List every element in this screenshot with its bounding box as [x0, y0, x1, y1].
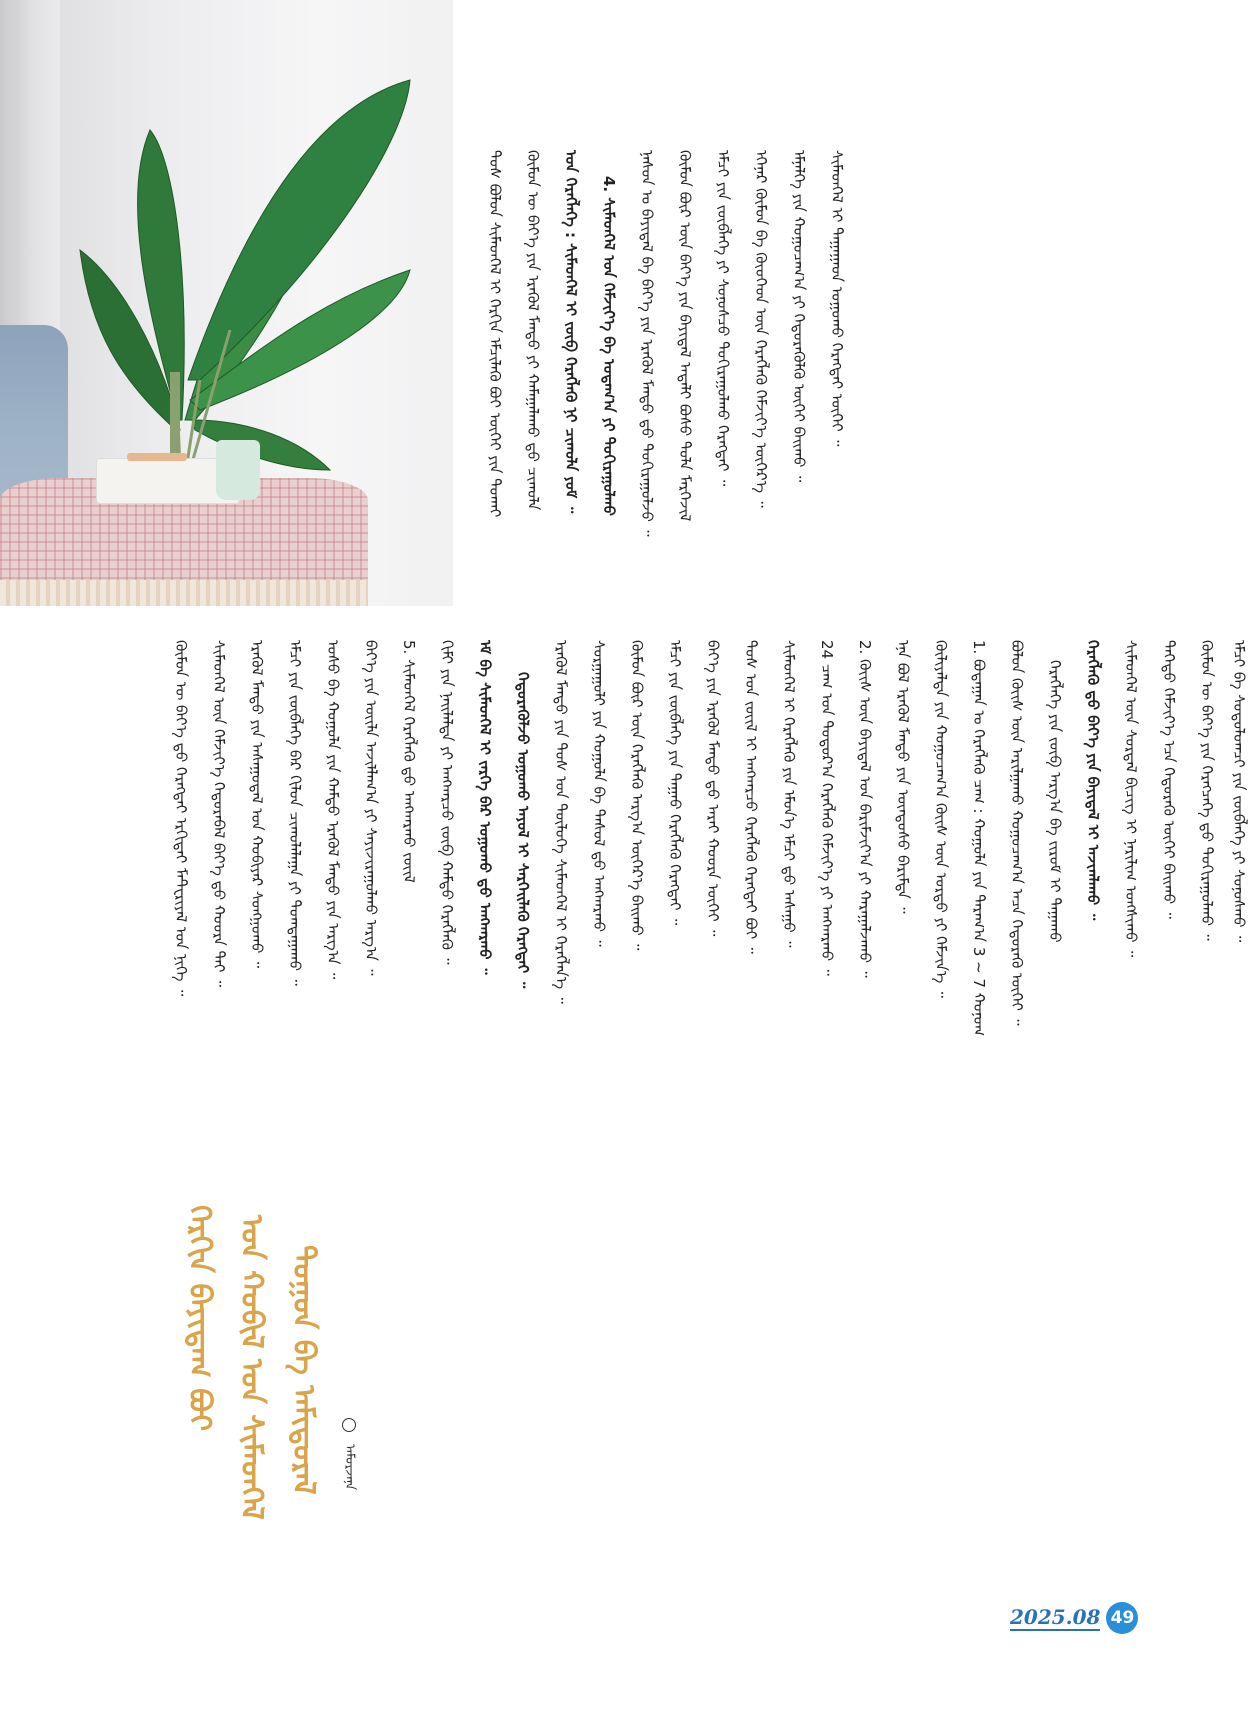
text-column: ᠡᠮᠴᠢ ᠶᠢᠨ ᠵᠥᠪᠯᠡᠭᠡ ᠪᠡᠷ ᠭᠢᠯᠤᠨ ᠴᠢᠬᠤᠯᠠᠯᠠᠭᠠ ᠶᠢ ᠲᠤᠭᠳᠠᠭᠠᠬᠤ ᠃ — [286, 640, 304, 986]
text-column: ᠡᠬᠡᠨᠡᠷ ᠬᠦᠮᠦᠨ ᠪᠠ ᠬᠦᠦᠬᠡᠳ ᠦᠨ ᠬᠡᠷᠡᠭᠯᠡᠬᠦ ᠬᠡᠮᠵᠢᠶ᠎ᠡ ᠥᠭᠡᠷ᠎ᠡ ᠃ — [752, 150, 770, 508]
page-number-badge: 49 — [1106, 1602, 1138, 1634]
text-column: ᠤᠨ ᠬᠡᠷᠡᠭᠯᠡᠭᠡ : ᠰᠢᠮᠡᠳᠭᠡᠯ ᠢ ᠵᠥᠪ ᠬᠡᠷᠡᠭᠯᠡᠬᠦ ᠨᠢ ᠴᠢᠬᠤᠯᠠ ᠶᠤᠮ ᠃ — [562, 150, 580, 514]
text-column: ᠡᠨᠡ ᠪᠣᠯ ᠡᠷᠡᠭᠦᠯ ᠮᠡᠨᠳᠦ ᠶᠢᠨ ᠦᠨᠳᠦᠰᠦ ᠪᠠᠷᠢᠮᠲᠠ ᠃ — [894, 640, 912, 914]
text-column: ᠲᠤᠰ ᠤᠨ ᠵᠦᠢᠯ ᠢ ᠠᠩᠬᠠᠷᠴᠤ ᠬᠡᠷᠡᠭᠯᠡᠬᠦ ᠬᠡᠷᠡᠭᠲᠡᠢ ᠪᠤᠢ ᠃ — [742, 640, 760, 954]
article-title-line-2: ᠤᠨ ᠬᠤᠪᠢᠯ ᠤᠨ ᠰᠢᠮᠡᠳᠭᠡᠯ — [234, 1215, 269, 1520]
text-column: 1. ᠪᠤᠳᠠᠭᠠᠨ ᠤ ᠬᠡᠷᠡᠭᠯᠡᠬᠦ ᠴᠠᠭ : ᠬᠣᠭᠤᠯᠠ ᠶᠢᠨ ᠳᠠᠷᠠᠭ᠎ᠠ 3 ~ 7 ᠬᠣᠨᠤᠭ — [970, 640, 988, 1037]
section-heading-5: ᠬᠡᠲᠦᠷᠡᠭᠦᠯᠵᠤ ᠤᠭᠤᠬᠤ ᠠᠶᠤᠯ ᠢ ᠰᠡᠷᠭᠡᠢᠯᠡᠬᠦ ᠬᠡᠷᠡᠭᠲᠡᠢ ᠃ — [514, 672, 532, 989]
page-footer — [1010, 1602, 1138, 1634]
text-column: ᠪᠡᠶ᠎ᠡ ᠶᠢᠨ ᠡᠷᠡᠭᠦᠯ ᠮᠡᠨᠳᠦ ᠳ᠋ᠤ ᠠᠷᠠᠢ ᠬᠣᠣᠷᠠ ᠦᠭᠡᠢ ᠃ — [704, 640, 722, 937]
text-column: ᠡᠷᠡᠭᠦᠯ ᠮᠡᠨᠳᠦ ᠶᠢᠨ ᠠᠰᠠᠭᠤᠳᠠᠯ ᠤᠨ ᠬᠤᠪᠢᠶᠠᠷ ᠰᠤᠩᠭᠤᠬᠤ ᠃ — [248, 640, 266, 969]
text-column: 2. ᠬᠦᠢᠰ ᠦᠨ ᠪᠠᠶᠢᠳᠠᠯ ᠤᠨ ᠪᠠᠷᠢᠮᠵᠢᠶ᠎ᠠ ᠶᠢ ᠬᠠᠷᠠᠭᠠᠯᠵᠠᠬᠤ ᠃ — [856, 640, 874, 978]
text-column: ᠰᠢᠮᠡᠳᠭᠡᠯ ᠦᠨ ᠬᠡᠮᠵᠢᠶ᠎ᠡ ᠬᠡᠲᠦᠷᠡᠪᠡᠯ ᠪᠡᠶ᠎ᠡ ᠳ᠋ᠤ ᠬᠣᠣᠷᠠ ᠲᠠᠢ ᠃ — [210, 640, 228, 988]
issue-date: 2025.08 — [1010, 1605, 1101, 1629]
byline-circle-icon — [342, 1418, 356, 1432]
article-title-line-3: ᠬᠡᠷᠬᠢᠨ ᠪᠠᠶᠢᠳᠠᠭ ᠪᠤᠢ — [182, 1205, 217, 1432]
text-column: ᠡᠮᠴᠢ ᠶᠢᠨ ᠵᠥᠪᠯᠡᠭᠡ ᠶᠢᠨ ᠳᠠᠭᠠᠤ ᠬᠡᠷᠡᠭᠯᠡᠬᠦ ᠬᠡᠷᠡᠭᠲᠡᠢ ᠃ — [666, 640, 684, 926]
text-column: ᠬᠦᠮᠦᠨ ᠪᠦᠷ ᠦᠨ ᠪᠡᠶ᠎ᠡ ᠶᠢᠨ ᠪᠠᠶᠢᠳᠠᠯ ᠠᠳᠠᠯᠢ ᠪᠤᠰᠤ ᠲᠤᠯᠠ ᠮᠡᠷᠭᠡᠵᠢᠯ — [676, 150, 694, 522]
text-column: ᠬᠦᠯᠢᠶᠡᠯᠲᠡ ᠶᠢᠨ ᠬᠤᠭᠤᠴᠠᠭ᠎ᠠ ᠬᠦᠢᠰ ᠦᠨ ᠤᠷᠳᠤ ᠶᠢ ᠬᠡᠮᠵᠢᠨ᠎ᠡ ᠃ — [932, 640, 950, 998]
text-column: ᠲᠤᠰ ᠪᠤᠯᠤᠨ ᠰᠢᠮᠡᠳᠭᠡᠯ ᠢ ᠬᠡᠷᠬᠢᠨ ᠡᠮᠴᠢᠯᠡᠬᠦ ᠪᠤᠢ ᠦᠭᠡᠢ ᠶᠢᠨ ᠲᠤᠬᠠᠢ — [486, 150, 504, 518]
text-column: ᠬᠡᠷᠡᠭᠯᠡᠭᠡ ᠶᠢᠨ ᠵᠥᠪ ᠠᠷᠭ᠎ᠠ ᠪᠠ ᠵᠢᠷᠤᠮ ᠢ ᠳᠠᠭᠠᠬᠤ — [1046, 660, 1064, 943]
text-column: ᠰᠢᠮᠡᠳᠭᠡᠯ ᠦᠨ ᠰᠤᠷᠲᠠᠯ ᠪᠢᠴᠢᠭ ᠢ ᠨᠠᠷᠢᠯᠢᠭ ᠤᠩᠰᠢᠬᠤ ᠃ — [1122, 640, 1140, 958]
text-column: ᠬᠢᠮᠢ ᠶᠢᠨ ᠨᠡᠢᠯᠡᠯᠲᠡ ᠶᠢ ᠠᠩᠬᠠᠷᠴᠤ ᠵᠥᠪ ᠬᠠᠮᠲᠤ ᠬᠡᠷᠡᠭᠯᠡᠬᠦ ᠃ — [438, 640, 456, 965]
text-column: ᠡᠮ ᠪᠠ ᠰᠢᠮᠡᠳᠭᠡᠯ ᠢ ᠵᠡᠷᠭᠡ ᠪᠡᠷ ᠤᠭᠤᠬᠤ ᠳ᠋ᠤ ᠠᠩᠬᠠᠷᠬᠤ ᠃ — [476, 640, 494, 975]
plant-photo — [0, 0, 453, 606]
text-column: ᠪᠡᠶ᠎ᠡ ᠶᠢᠨ ᠦᠢᠯᠡ ᠠᠵᠢᠯᠯᠠᠭ᠎ᠠ ᠶᠢ ᠰᠠᠶᠢᠵᠢᠷᠠᠭᠤᠯᠬᠤ ᠠᠷᠭ᠎ᠠ ᠃ — [362, 640, 380, 976]
text-column: 24 ᠴᠠᠭ ᠤᠨ ᠳᠤᠲᠤᠷ᠎ᠠ ᠬᠡᠷᠡᠭᠯᠡᠬᠦ ᠬᠡᠮᠵᠢᠶ᠎ᠡ ᠶᠢ ᠠᠩᠬᠠᠷᠬᠤ ᠃ — [818, 640, 836, 976]
text-column: ᠬᠡᠷᠡᠭᠯᠡᠬᠦ ᠳ᠋ᠤ ᠪᠡᠶ᠎ᠡ ᠶᠢᠨ ᠪᠠᠶᠢᠳᠠᠯ ᠢ ᠠᠵᠢᠭᠯᠠᠬᠤ ᠃ — [1084, 640, 1102, 921]
text-column: ᠰᠢᠮᠡᠳᠭᠡᠯ ᠢ ᠬᠡᠷᠡᠭᠯᠡᠬᠦ ᠶᠢᠨ ᠡᠮᠦᠨ᠎ᠡ ᠡᠮᠴᠢ ᠳ᠋ᠤ ᠠᠰᠠᠭᠤ ᠃ — [780, 640, 798, 948]
author-byline — [338, 1418, 361, 1490]
text-column: ᠰᠤᠷᠭᠠᠭᠤᠯᠢ ᠶᠢᠨ ᠬᠣᠭᠤᠯᠠ ᠪᠠ ᠳᠠᠰᠤᠯ ᠳ᠋ᠤ ᠠᠩᠬᠠᠷᠬᠤ ᠃ — [590, 640, 608, 947]
tablecloth-lace — [0, 580, 368, 606]
text-column: ᠡᠮᠴᠢ ᠶᠢᠨ ᠵᠥᠪᠯᠡᠭᠡ ᠶᠢ ᠰᠣᠨᠣᠰᠴᠤ ᠲᠤᠬᠢᠷᠠᠭᠤᠯᠬᠤ ᠬᠡᠷᠡᠭᠲᠡᠢ ᠃ — [714, 150, 732, 487]
article-title-line-1: ᠳᠤᠭᠤᠨ ᠪᠠ ᠠᠮᠢᠳᠤᠷᠠᠯ — [286, 1245, 321, 1495]
text-column: ᠬᠦᠮᠦᠨ ᠦ ᠪᠡᠶ᠎ᠡ ᠳ᠋ᠤ ᠬᠡᠷᠡᠭᠲᠡᠢ ᠡᠷᠬᠢᠳᠡᠢ ᠮᠠᠲ᠋ᠧᠷᠢᠶᠠᠯ ᠤᠨ ᠨᠢᠭᠡ ᠃ — [172, 640, 190, 997]
text-column: ᠪᠣᠯᠤᠨ ᠬᠦᠢᠰ ᠦᠨ ᠠᠷᠢᠯᠭᠠᠬᠤ ᠬᠤᠭᠤᠴᠠᠭ᠎ᠠ ᠠᠴᠠ ᠬᠡᠲᠦᠷᠡᠬᠦ ᠦᠭᠡᠢ ᠃ — [1008, 640, 1026, 1026]
text-column: 5. ᠰᠢᠮᠡᠳᠭᠡᠯ ᠬᠡᠷᠡᠭᠯᠡᠬᠦ ᠳ᠋ᠤ ᠠᠩᠬᠠᠷᠬᠤ ᠵᠦᠢᠯ — [400, 640, 418, 883]
author-name: ᠠᠮᠤᠷᠵᠠᠨᠠ — [342, 1444, 357, 1491]
section-heading-4: 4. ᠰᠢᠮᠡᠳᠭᠡᠯ ᠤᠨ ᠬᠡᠮᠵᠢᠶ᠎ᠡ ᠪᠠ ᠤᠳᠠᠭ᠎ᠠ ᠶᠢ ᠲᠤᠬᠢᠷᠠᠭᠤᠯᠬᠤ — [600, 176, 618, 516]
text-column: ᠬᠦᠮᠦᠨ ᠦ ᠪᠡᠶ᠎ᠡ ᠶᠢᠨ ᠬᠡᠷᠡᠭᠴᠡᠭᠡ ᠳ᠋ᠤ ᠲᠤᠬᠢᠷᠠᠭᠤᠯᠬᠤ ᠃ — [1198, 640, 1216, 941]
text-column: ᠬᠦᠮᠦᠨ ᠦ ᠪᠡᠶ᠎ᠡ ᠶᠢᠨ ᠡᠷᠡᠭᠦᠯ ᠮᠡᠨᠳᠦ ᠶᠢ ᠬᠠᠮᠠᠭᠠᠯᠠᠬᠤ ᠳ᠋ᠤ ᠴᠢᠬᠤᠯᠠ — [524, 150, 542, 511]
text-column: ᠤᠰᠤ ᠪᠠ ᠬᠣᠭᠤᠯᠠ ᠶᠢᠨ ᠬᠠᠮᠲᠤ ᠡᠷᠡᠭᠦᠯ ᠮᠡᠨᠳᠦ ᠶᠢᠨ ᠠᠷᠭ᠎ᠠ ᠃ — [324, 640, 342, 980]
text-column: ᠡᠮᠨᠡᠯᠭᠡ ᠶᠢᠨ ᠬᠤᠭᠤᠴᠠᠭ᠎ᠠ ᠶᠢ ᠬᠡᠲᠦᠷᠡᠭᠦᠯᠬᠦ ᠦᠭᠡᠢ ᠪᠠᠢᠬᠤ ᠃ — [790, 150, 808, 483]
text-column: ᠳᠡᠭᠡᠳᠦ ᠬᠡᠮᠵᠢᠶ᠎ᠡ ᠡᠴᠡ ᠬᠡᠲᠦᠷᠡᠬᠦ ᠦᠭᠡᠢ ᠪᠠᠢᠬᠤ ᠃ — [1160, 640, 1178, 919]
plant-stem — [170, 372, 180, 462]
text-column: ᠨᠠᠰᠤᠨ ᠤ ᠪᠠᠶᠢᠳᠠᠯ ᠪᠠ ᠪᠡᠶ᠎ᠡ ᠶᠢᠨ ᠡᠷᠡᠭᠦᠯ ᠮᠡᠨᠳᠦ ᠳ᠋ᠤ ᠲᠤᠬᠢᠷᠠᠭᠤᠯᠵᠤ ᠃ — [638, 150, 656, 537]
text-column: ᠬᠦᠮᠦᠨ ᠪᠦᠷ ᠦᠨ ᠬᠡᠷᠡᠭᠯᠡᠬᠦ ᠠᠷᠭ᠎ᠠ ᠥᠭᠡᠷ᠎ᠡ ᠪᠠᠢᠬᠤ ᠃ — [628, 640, 646, 951]
text-column: ᠡᠮᠴᠢ ᠪᠠ ᠰᠤᠳᠤᠯᠤᠭᠴᠢ ᠶᠢᠨ ᠵᠥᠪᠯᠡᠭᠡ ᠶᠢ ᠰᠣᠨᠣᠰᠬᠤ ᠃ — [1230, 640, 1248, 943]
text-column: ᠰᠢᠮᠡᠳᠭᠡᠯ ᠢ ᠳᠠᠭᠠᠭᠠᠳ ᠤᠭᠤᠬᠤ ᠬᠡᠷᠡᠭᠲᠡᠢ ᠦᠭᠡᠢ ᠃ — [828, 150, 846, 447]
text-column: ᠡᠷᠡᠭᠦᠯ ᠮᠡᠨᠳᠦ ᠶᠢᠨ ᠲᠤᠰ ᠤᠨ ᠲᠥᠯᠦᠭᠡ ᠰᠢᠮᠡᠳᠭᠡᠯ ᠢ ᠬᠡᠷᠡᠭᠯᠡᠨ᠎ᠡ ᠃ — [552, 640, 570, 1004]
cup — [216, 440, 260, 500]
